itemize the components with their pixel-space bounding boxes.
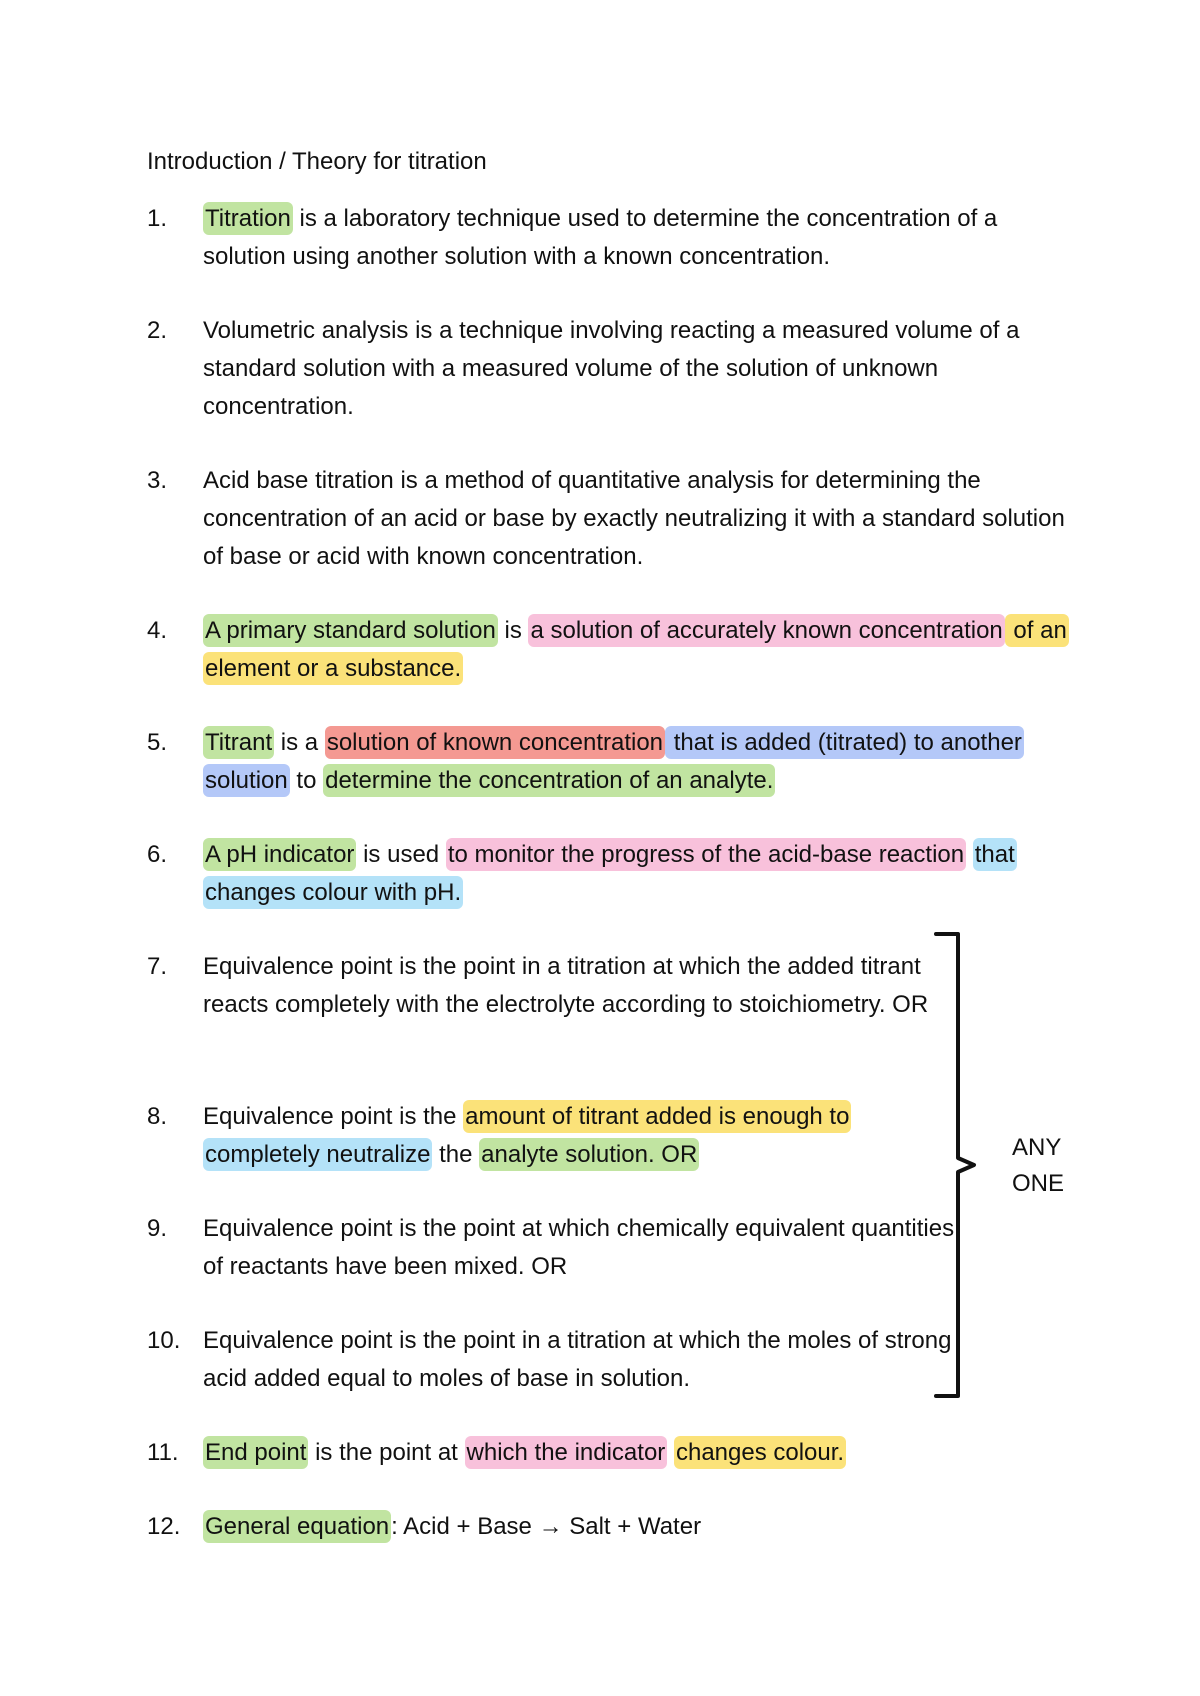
item-text bbox=[203, 312, 1073, 426]
body-text: Volumetric analysis is a technique involving reacting a measured volume of a standard solution with a measured volume of the solution of unknown concentration. bbox=[203, 317, 1020, 420]
highlighted-text: amount of titrant added is enough to bbox=[463, 1100, 851, 1133]
highlighted-text: changes colour. bbox=[674, 1436, 846, 1469]
body-text bbox=[966, 841, 973, 868]
item-number: 8. bbox=[147, 1103, 168, 1130]
item-text bbox=[203, 836, 1073, 912]
document-title: Introduction / Theory for titration bbox=[147, 148, 487, 175]
highlighted-text: determine the concentration of an analyte. bbox=[323, 764, 775, 797]
side-note-line: ANY bbox=[1012, 1134, 1062, 1161]
highlighted-text: that changes colour with pH. bbox=[203, 838, 1017, 909]
body-text: is the point at bbox=[308, 1439, 465, 1466]
item-text bbox=[203, 1322, 973, 1398]
body-text: Acid base titration is a method of quantitative analysis for determining the concentration of an acid or base by exactly neutralizing it with a standard solution of base or acid with known concentration. bbox=[203, 467, 1065, 570]
item-number: 6. bbox=[147, 841, 168, 868]
highlighted-text: to monitor the progress of the acid-base reaction bbox=[446, 838, 966, 871]
side-note-line: ONE bbox=[1012, 1170, 1065, 1197]
highlighted-text: General equation bbox=[203, 1510, 391, 1543]
body-text: to bbox=[289, 767, 324, 794]
item-number: 4. bbox=[147, 617, 168, 644]
body-text: is a laboratory technique used to determine the concentration of a solution using another solution with a known concentration. bbox=[203, 205, 998, 270]
item-number: 11. bbox=[147, 1439, 179, 1466]
highlighted-text: End point bbox=[203, 1436, 308, 1469]
item-text bbox=[203, 948, 973, 1024]
highlighted-text: a solution of accurately known concentration bbox=[528, 614, 1004, 647]
body-text: Equivalence point is the bbox=[203, 1103, 464, 1130]
item-text bbox=[203, 612, 1073, 688]
body-text: Equivalence point is the point in a titration at which the added titrant reacts completely with the electrolyte according to stoichiometry. OR bbox=[203, 953, 929, 1018]
highlighted-text: which the indicator bbox=[465, 1436, 668, 1469]
curly-brace-icon bbox=[930, 930, 1010, 1400]
highlighted-text: analyte solution. OR bbox=[479, 1138, 699, 1171]
body-text: Equivalence point is the point at which chemically equivalent quantities of reactants have been mixed. OR bbox=[203, 1215, 955, 1280]
item-number: 9. bbox=[147, 1215, 168, 1242]
any-one-note bbox=[1012, 1130, 1064, 1202]
item-text bbox=[203, 1210, 973, 1286]
item-number: 10. bbox=[147, 1327, 181, 1354]
highlighted-text: Titrant bbox=[203, 726, 274, 759]
highlighted-text: Titration bbox=[203, 202, 293, 235]
highlighted-text: A primary standard solution bbox=[203, 614, 498, 647]
body-text: is a bbox=[274, 729, 325, 756]
item-number: 1. bbox=[147, 205, 168, 232]
body-text bbox=[667, 1439, 674, 1466]
item-text bbox=[203, 1508, 1073, 1546]
highlighted-text: A pH indicator bbox=[203, 838, 356, 871]
item-text bbox=[203, 462, 1073, 576]
body-text: the bbox=[432, 1141, 480, 1168]
item-text bbox=[203, 724, 1073, 800]
item-text bbox=[203, 1098, 973, 1174]
body-text: Equivalence point is the point in a titration at which the moles of strong acid added equal to moles of base in solution. bbox=[203, 1327, 952, 1392]
item-number: 2. bbox=[147, 317, 168, 344]
highlighted-text: of an element or a substance. bbox=[203, 614, 1069, 685]
body-text: : Acid + Base → Salt + Water bbox=[391, 1513, 702, 1540]
item-number: 12. bbox=[147, 1513, 181, 1540]
item-number: 3. bbox=[147, 467, 168, 494]
item-text bbox=[203, 1434, 1073, 1472]
body-text: is used bbox=[356, 841, 446, 868]
item-number: 7. bbox=[147, 953, 168, 980]
body-text: is bbox=[497, 617, 529, 644]
highlighted-text: that is added (titrated) to another solution bbox=[203, 726, 1024, 797]
highlighted-text: completely neutralize bbox=[203, 1138, 432, 1171]
item-text bbox=[203, 200, 1073, 276]
item-number: 5. bbox=[147, 729, 168, 756]
highlighted-text: solution of known concentration bbox=[325, 726, 665, 759]
